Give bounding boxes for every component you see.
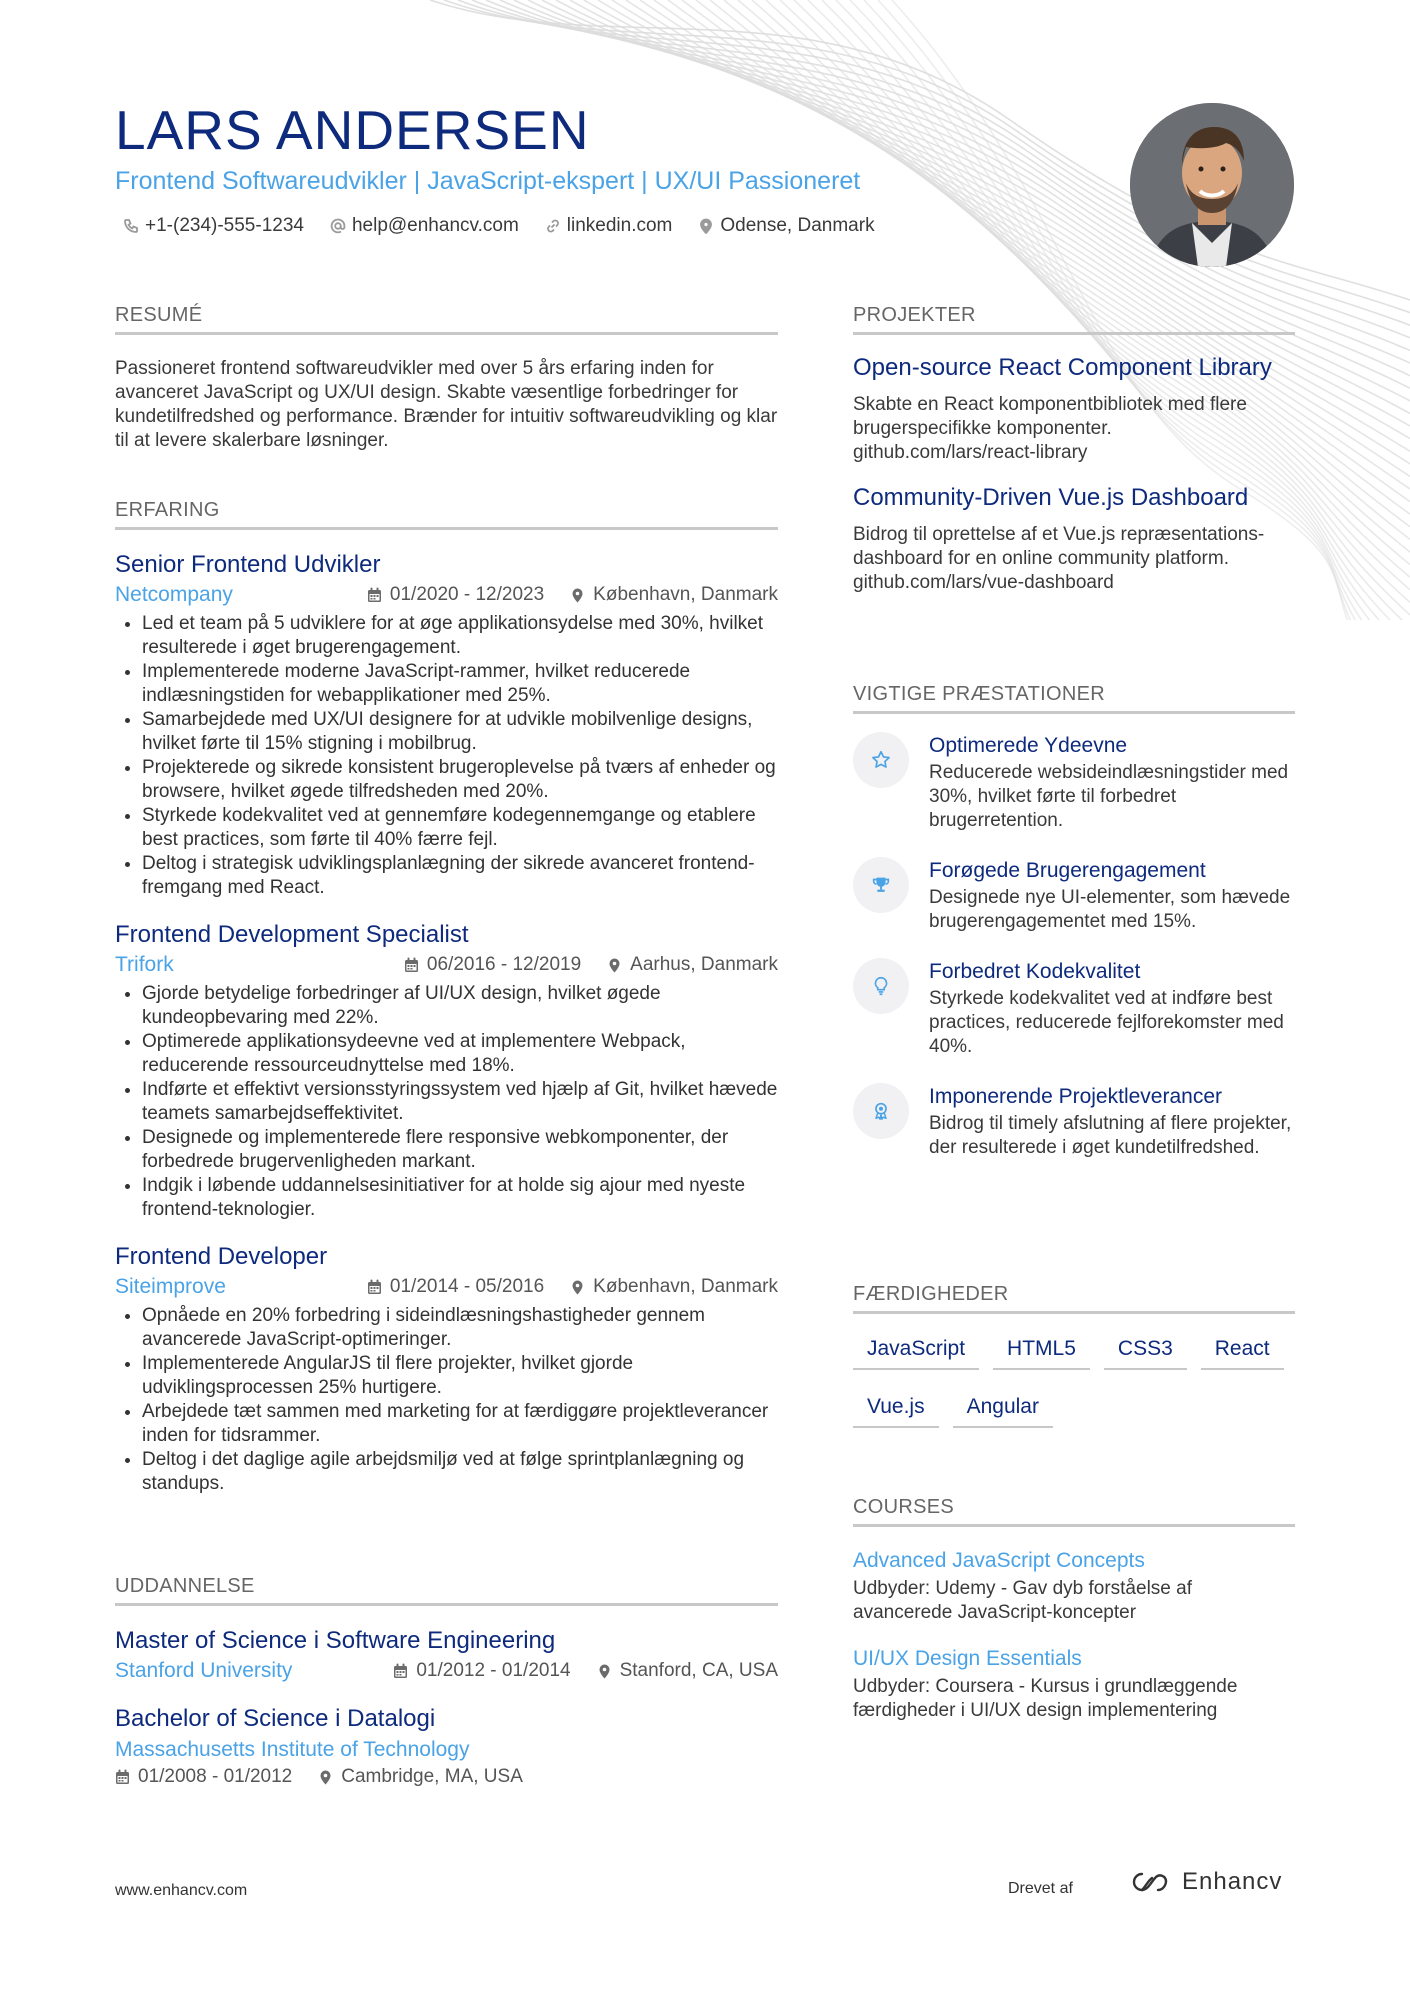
job-title: Senior Frontend Udvikler	[115, 551, 381, 578]
job-location: København, Danmark	[593, 584, 778, 605]
footer-url[interactable]: www.enhancv.com	[115, 1882, 248, 1899]
enhancv-logo-icon	[1128, 1870, 1174, 1894]
achievements-section	[853, 681, 1295, 1160]
achievement-title: Imponerende Projektleverancer	[929, 1085, 1222, 1108]
calendar-icon	[404, 957, 419, 973]
job-meta	[115, 580, 778, 610]
link-icon	[545, 218, 561, 234]
skill-tag: CSS3	[1104, 1336, 1187, 1370]
job-title: Frontend Developer	[115, 1243, 328, 1270]
achievement-title: Forøgede Brugerengagement	[929, 859, 1206, 882]
skills-heading: FÆRDIGHEDER	[853, 1281, 1295, 1314]
trophy-icon	[870, 874, 892, 896]
job-dates: 01/2020 - 12/2023	[389, 584, 545, 605]
contact-linkedin	[545, 213, 673, 239]
linkedin-link[interactable]: linkedin.com	[566, 215, 673, 236]
achievement-description: Bidrog til timely afslutning af flere projekter, der resulterede i øget kundetilfredshed.	[929, 1113, 1292, 1158]
education-section	[115, 1573, 778, 1788]
job-title: Frontend Development Specialist	[115, 921, 469, 948]
project-description: Skabte en React komponentbibliotek med flere brugerspecifikke komponenter. github.com/lars/react-library	[853, 394, 1247, 463]
at-icon	[330, 218, 346, 234]
project-description: Bidrog til oprettelse af et Vue.js repræsentations-dashboard for en online community platform. github.com/lars/vue-dashboard	[853, 524, 1265, 593]
bullet-item: • Opnåede en 20% forbedring i sideindlæsningshastigheder gennem avancerede JavaScript-optimeringer.	[142, 1304, 778, 1352]
projects-section	[853, 302, 1295, 595]
experience-section	[115, 497, 778, 1496]
achievement-title: Forbedret Kodekvalitet	[929, 960, 1141, 983]
job-meta	[115, 1272, 778, 1302]
achievement-entry	[853, 958, 1295, 1059]
contact-row	[123, 213, 875, 239]
project-entry	[853, 353, 1295, 465]
candidate-name: LARS ANDERSEN	[115, 99, 590, 161]
courses-heading: COURSES	[853, 1494, 1295, 1527]
experience-heading: ERFARING	[115, 497, 778, 530]
job-location: Aarhus, Danmark	[630, 954, 778, 975]
summary-text: Passioneret frontend softwareudvikler med over 5 års erfaring inden for avanceret JavaScript og UX/UI design. Skabte væsentlige forbedringer for kundetilfredshed og performance. Brænder for intuitiv softwareudvikling og klar til at levere skalerbare løsninger.	[115, 358, 778, 451]
job-entry	[115, 1242, 778, 1496]
bullet-item: • Indgik i løbende uddannelsesinitiativer for at holde sig ajour med nyeste frontend-teknologier.	[142, 1174, 778, 1222]
bullet-item: • Deltog i strategisk udviklingsplanlægning der sikrede avanceret frontend-fremgang med React.	[142, 852, 778, 900]
bullet-item: • Implementerede AngularJS til flere projekter, hvilket gjorde udviklingsprocessen 25% hurtigere.	[142, 1352, 778, 1400]
bullet-item: • Implementerede moderne JavaScript-rammer, hvilket reducerede indlæsningstiden for webapplikationer med 25%.	[142, 660, 778, 708]
calendar-icon	[367, 1279, 382, 1295]
achievement-description: Styrkede kodekvalitet ved at indføre best practices, reducerede fejlforekomster med 40%.	[929, 988, 1284, 1057]
phone-text[interactable]: +1-(234)-555-1234	[145, 215, 304, 236]
job-bullets	[115, 612, 778, 900]
skill-tag: Vue.js	[853, 1394, 939, 1428]
skills-section	[853, 1281, 1295, 1428]
education-location: Stanford, CA, USA	[619, 1660, 778, 1681]
job-bullets	[115, 1304, 778, 1496]
education-heading: UDDANNELSE	[115, 1573, 778, 1606]
bullet-item: • Designede og implementerede flere responsive webkomponenter, der forbedrede brugervenligheden markant.	[142, 1126, 778, 1174]
contact-location	[698, 213, 874, 239]
bullet-item: • Styrkede kodekvalitet ved at gennemføre kodegennemgange og etablere best practices, som førte til 40% færre fejl.	[142, 804, 778, 852]
calendar-icon	[367, 587, 382, 603]
company-name: Siteimprove	[115, 1275, 226, 1298]
enhancv-logo[interactable]	[1128, 1868, 1282, 1896]
skill-tag: HTML5	[993, 1336, 1090, 1370]
education-entry	[115, 1626, 778, 1686]
profile-photo	[1130, 103, 1294, 267]
achievements-heading: VIGTIGE PRÆSTATIONER	[853, 681, 1295, 714]
bullet-item: • Arbejdede tæt sammen med marketing for at færdiggøre projektleverancer inden for tidsrammer.	[142, 1400, 778, 1448]
company-name: Trifork	[115, 953, 174, 976]
job-bullets	[115, 982, 778, 1222]
phone-icon	[123, 218, 139, 234]
company-name: Netcompany	[115, 583, 233, 606]
contact-email	[330, 213, 519, 239]
school-name: Massachusetts Institute of Technology	[115, 1738, 470, 1761]
achievement-description: Reducerede websideindlæsningstider med 30%, hvilket førte til forbedret brugerretention.	[929, 762, 1289, 831]
summary-section	[115, 302, 778, 453]
bullet-item: • Deltog i det daglige agile arbejdsmiljø ved at følge sprintplanlægning og standups.	[142, 1448, 778, 1496]
location-pin-icon	[698, 218, 714, 234]
achievement-description: Designede nye UI-elementer, som hævede brugerengagementet med 15%.	[929, 887, 1291, 932]
enhancv-brand-text: Enhancv	[1182, 1868, 1283, 1895]
project-title: Community-Driven Vue.js Dashboard	[853, 484, 1249, 511]
job-location: København, Danmark	[593, 1276, 778, 1297]
email-link[interactable]: help@enhancv.com	[351, 215, 519, 236]
skill-tag: Angular	[953, 1394, 1053, 1428]
award-icon	[870, 1100, 892, 1122]
location-pin-icon	[597, 1663, 612, 1679]
achievement-entry	[853, 1083, 1295, 1160]
education-dates: 01/2008 - 01/2012	[138, 1766, 293, 1787]
school-name: Stanford University	[115, 1659, 293, 1682]
job-dates: 06/2016 - 12/2019	[426, 954, 582, 975]
course-title: UI/UX Design Essentials	[853, 1647, 1082, 1670]
course-description: Udbyder: Udemy - Gav dyb forståelse af avancerede JavaScript-koncepter	[853, 1578, 1192, 1623]
lightbulb-icon	[870, 975, 892, 997]
degree-title: Master of Science i Software Engineering	[115, 1627, 556, 1654]
calendar-icon	[115, 1769, 130, 1785]
bullet-item: • Gjorde betydelige forbedringer af UI/UX design, hvilket øgede kundeopbevaring med 22%.	[142, 982, 778, 1030]
courses-section	[853, 1494, 1295, 1723]
location-pin-icon	[570, 587, 585, 603]
degree-title: Bachelor of Science i Datalogi	[115, 1705, 436, 1732]
location-text: Odense, Danmark	[720, 215, 875, 236]
projects-heading: PROJEKTER	[853, 302, 1295, 335]
skill-tag: JavaScript	[853, 1336, 979, 1370]
course-entry	[853, 1645, 1295, 1723]
skill-tag: React	[1201, 1336, 1284, 1370]
course-description: Udbyder: Coursera - Kursus i grundlæggende færdigheder i UI/UX design implementering	[853, 1676, 1238, 1721]
project-entry	[853, 483, 1295, 595]
powered-by-label: Drevet af	[1008, 1880, 1073, 1897]
contact-phone	[123, 213, 304, 239]
bullet-item: • Projekterede og sikrede konsistent brugeroplevelse på tværs af enheder og browsere, hvilket øgede tilfredsheden med 20%.	[142, 756, 778, 804]
star-icon	[870, 749, 892, 771]
calendar-icon	[393, 1663, 408, 1679]
bullet-item: • Led et team på 5 udviklere for at øge applikationsydelse med 30%, hvilket resulterede i øget brugerengagement.	[142, 612, 778, 660]
course-entry	[853, 1547, 1295, 1625]
project-title: Open-source React Component Library	[853, 354, 1272, 381]
location-pin-icon	[570, 1279, 585, 1295]
education-location: Cambridge, MA, USA	[341, 1766, 523, 1787]
candidate-headline: Frontend Softwareudvikler | JavaScript-ekspert | UX/UI Passioneret	[115, 167, 861, 195]
achievement-title: Optimerede Ydeevne	[929, 734, 1128, 757]
education-dates: 01/2012 - 01/2014	[416, 1660, 571, 1681]
job-entry	[115, 550, 778, 900]
education-entry	[115, 1704, 778, 1788]
bullet-item: • Samarbejdede med UX/UI designere for at udvikle mobilvenlige designs, hvilket førte til 15% stigning i mobilbrug.	[142, 708, 778, 756]
job-entry	[115, 920, 778, 1222]
summary-heading: RESUMÉ	[115, 302, 778, 335]
bullet-item: • Indførte et effektivt versionsstyringssystem ved hjælp af Git, hvilket hævede teamets samarbejdseffektivitet.	[142, 1078, 778, 1126]
location-pin-icon	[318, 1769, 333, 1785]
job-dates: 01/2014 - 05/2016	[389, 1276, 545, 1297]
course-title: Advanced JavaScript Concepts	[853, 1549, 1145, 1572]
bullet-item: • Optimerede applikationsydeevne ved at implementere Webpack, reducerende ressourceudnyttelse med 18%.	[142, 1030, 778, 1078]
achievement-entry	[853, 732, 1295, 833]
achievement-entry	[853, 857, 1295, 934]
location-pin-icon	[607, 957, 622, 973]
skills-list	[853, 1336, 1295, 1428]
job-meta	[115, 950, 778, 980]
